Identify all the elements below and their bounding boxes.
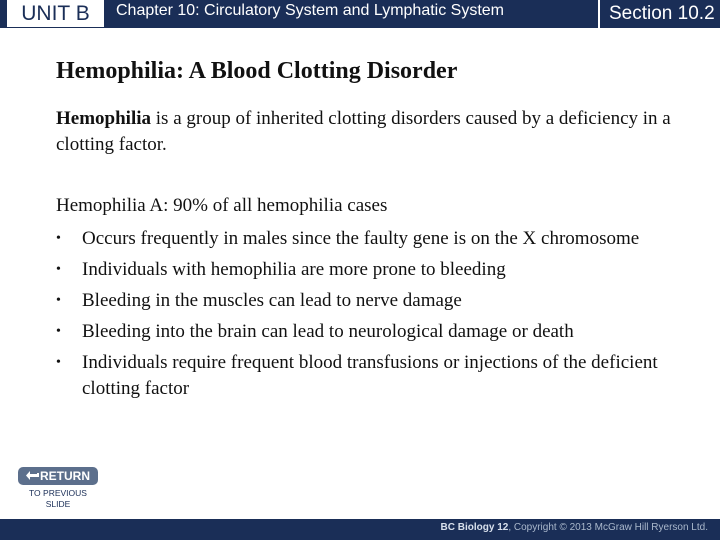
definition-paragraph: [56, 106, 676, 158]
return-arrow-icon: [26, 471, 40, 481]
bullet-text: Individuals require frequent blood transfusions or injections of the deficient clotting factor: [82, 352, 658, 399]
footer-copyright: [441, 522, 708, 533]
bullet-text: Occurs frequently in males since the faulty gene is on the X chromosome: [82, 228, 640, 249]
footer-book: BC Biology 12: [440, 522, 509, 533]
return-label: RETURN: [40, 469, 90, 483]
section-label: Section 10.2: [598, 0, 720, 28]
unit-label: UNIT B: [7, 0, 104, 27]
hemophilia-a-heading: Hemophilia A: 90% of all hemophilia cases: [56, 195, 388, 216]
definition-text: is a group of inherited clotting disorders caused by a deficiency in a clotting factor.: [56, 108, 671, 155]
list-item: [56, 288, 696, 314]
bullet-text: Bleeding in the muscles can lead to nerve damage: [82, 290, 462, 311]
footer-bar: [0, 519, 720, 540]
definition-term: Hemophilia: [56, 108, 152, 129]
bullet-list: [56, 226, 696, 407]
slide-title: Hemophilia: A Blood Clotting Disorder: [56, 58, 458, 84]
list-item: [56, 226, 696, 252]
bullet-text: Bleeding into the brain can lead to neurological damage or death: [82, 321, 574, 342]
return-caption: [18, 488, 98, 510]
list-item: [56, 350, 696, 402]
return-button[interactable]: [18, 467, 98, 485]
return-caption-line-2: SLIDE: [45, 499, 71, 509]
bullet-text: Individuals with hemophilia are more prone to bleeding: [82, 259, 506, 280]
header-bar: [0, 0, 720, 28]
bullet-icon: •: [56, 231, 61, 246]
list-item: [56, 319, 696, 345]
bullet-icon: •: [56, 324, 61, 339]
bullet-icon: •: [56, 293, 61, 308]
chapter-title: Chapter 10: Circulatory System and Lymphatic System: [116, 2, 505, 19]
bullet-icon: •: [56, 355, 61, 370]
list-item: [56, 257, 696, 283]
return-caption-line-1: TO PREVIOUS: [29, 488, 87, 498]
bullet-icon: •: [56, 262, 61, 277]
footer-copyright-text: , Copyright © 2013 McGraw Hill Ryerson Ltd.: [508, 522, 708, 533]
